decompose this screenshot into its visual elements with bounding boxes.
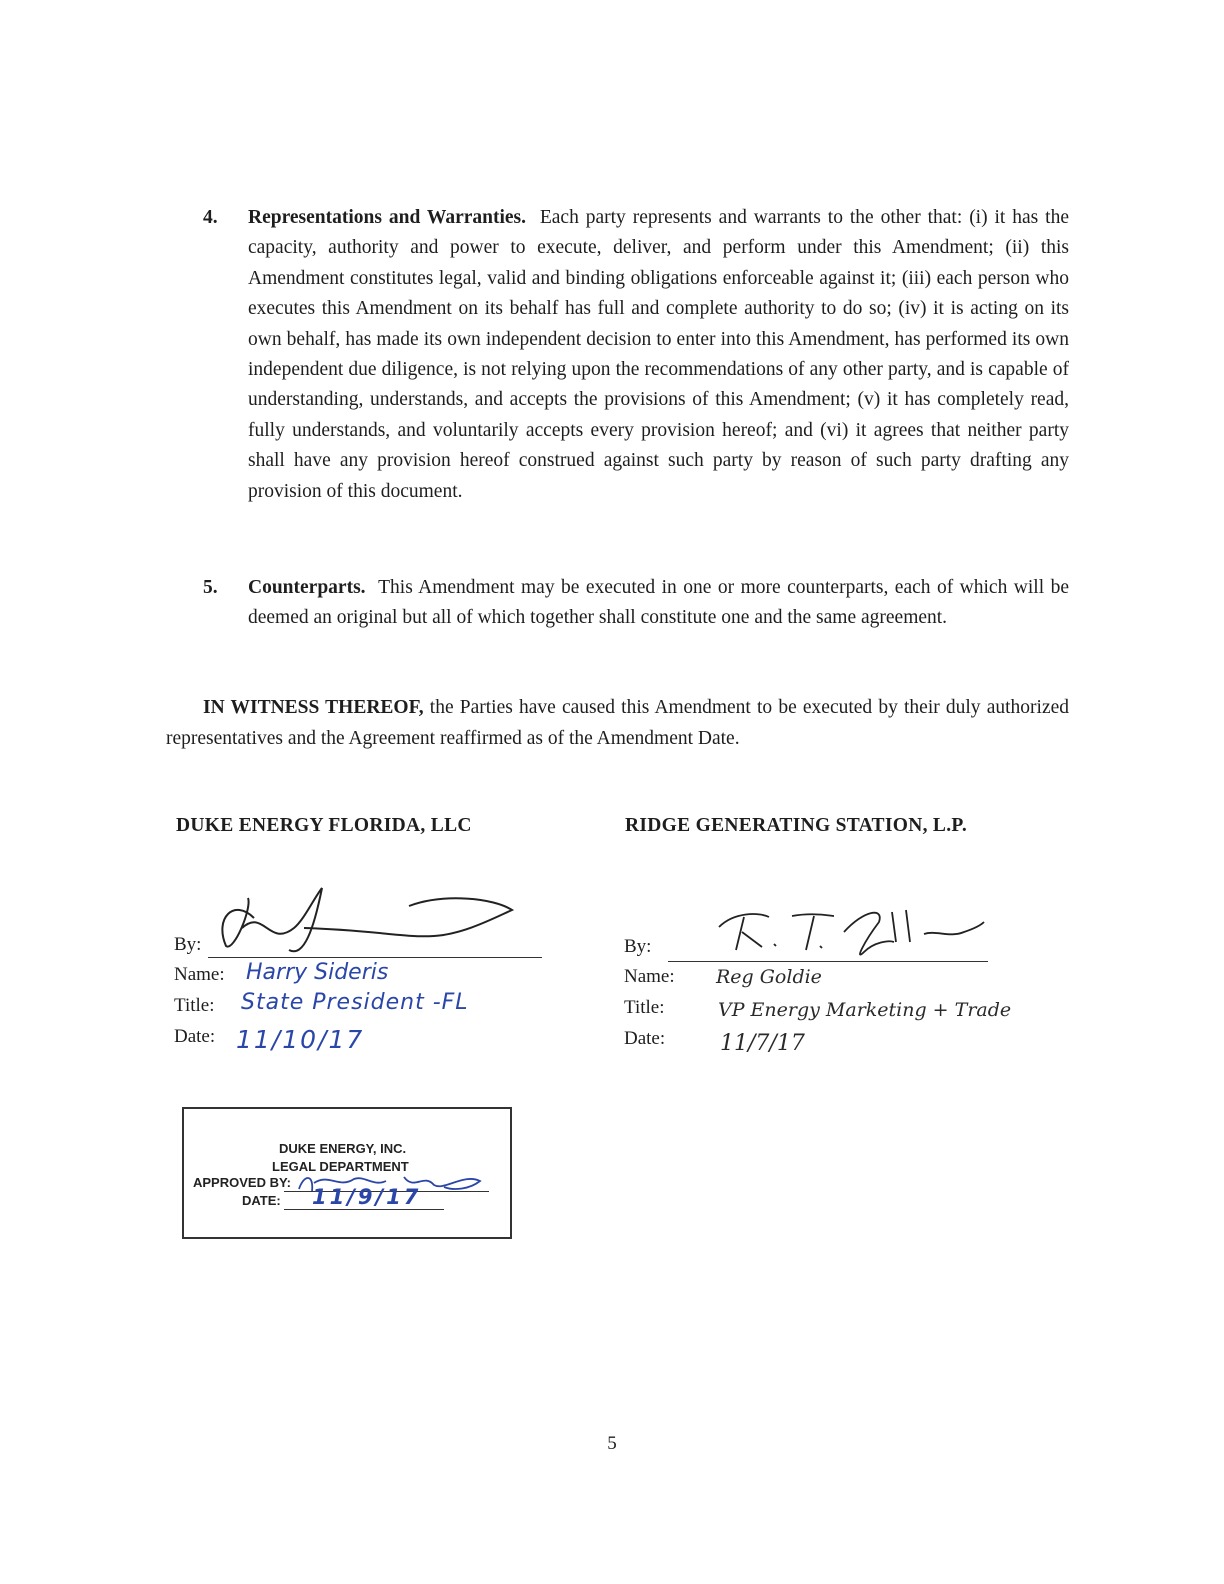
witness-text: the Parties have caused this Amendment to be executed by their duly authorized representatives and the Agreement reaffirmed as of the Amendment Date. bbox=[166, 697, 1070, 749]
stamp-date-label: DATE: bbox=[242, 1193, 281, 1208]
page-number: 5 bbox=[607, 1433, 617, 1454]
section-text: This Amendment may be executed in one or more counterparts, each of which will be deemed an original but all of which together shall constitute one and the same agreement. bbox=[248, 577, 1069, 629]
stamp-date-line bbox=[284, 1209, 444, 1210]
title-label: Title: bbox=[174, 995, 215, 1016]
by-label: By: bbox=[174, 934, 202, 955]
handwritten-title: State President -FL bbox=[241, 990, 469, 1015]
witness-lead: IN WITNESS THEREOF, bbox=[203, 697, 424, 718]
stamp-department: LEGAL DEPARTMENT bbox=[272, 1159, 409, 1174]
section-4 bbox=[203, 203, 1069, 507]
section-heading: Counterparts. bbox=[248, 577, 366, 598]
handwritten-title: VP Energy Marketing + Trade bbox=[718, 999, 1012, 1021]
witness-paragraph bbox=[166, 692, 1069, 754]
stamp-company: DUKE ENERGY, INC. bbox=[279, 1141, 407, 1156]
section-body bbox=[248, 203, 1069, 507]
handwritten-date: 11/7/17 bbox=[720, 1031, 805, 1056]
section-heading: Representations and Warranties. bbox=[248, 207, 526, 228]
title-label: Title: bbox=[624, 997, 665, 1018]
signature-block-left bbox=[174, 930, 554, 1060]
stamp-date-value: 11/9/17 bbox=[312, 1185, 422, 1209]
signature-scrawl-left bbox=[194, 888, 574, 958]
date-label: Date: bbox=[174, 1026, 216, 1047]
party-name-right: RIDGE GENERATING STATION, L.P. bbox=[625, 815, 968, 836]
handwritten-name: Harry Sideris bbox=[246, 960, 389, 985]
section-text: Each party represents and warrants to the other that: (i) it has the capacity, authority and power to execute, deliver, and perform under this Amendment; (ii) this Amendment constitutes legal, valid and binding obligations enforceable against it; (iii) each person who executes this Amendment on its behalf has full and complete authority to do so; (iv) it is acting on its own behalf, has made its own independent decision to enter into this Amendment, has performed its own independent due diligence, is not relying upon the recommendations of any other party, and is capable of understanding, understands, and accepts the provisions of this Amendment; (v) it has completely read, fully understands, and voluntarily accepts every provision hereof; and (vi) it agrees that neither party shall have any provision hereof construed against such party by reason of such party drafting any provision of this document. bbox=[248, 207, 1069, 502]
signature-block-right bbox=[624, 930, 1064, 1070]
party-name-left: DUKE ENERGY FLORIDA, LLC bbox=[176, 815, 472, 836]
section-number: 5. bbox=[203, 577, 218, 598]
section-5 bbox=[203, 573, 1069, 634]
stamp-approved-label: APPROVED BY: bbox=[193, 1175, 291, 1190]
section-number: 4. bbox=[203, 207, 218, 228]
by-label: By: bbox=[624, 936, 652, 957]
signature-line bbox=[208, 957, 542, 958]
date-label: Date: bbox=[624, 1028, 666, 1049]
signature-scrawl-right bbox=[714, 902, 1014, 962]
legal-approval-stamp bbox=[182, 1107, 512, 1239]
name-label: Name: bbox=[174, 964, 225, 985]
signature-line bbox=[668, 961, 988, 962]
handwritten-name: Reg Goldie bbox=[716, 966, 822, 988]
name-label: Name: bbox=[624, 966, 675, 987]
section-body bbox=[248, 573, 1069, 634]
handwritten-date: 11/10/17 bbox=[236, 1025, 365, 1054]
